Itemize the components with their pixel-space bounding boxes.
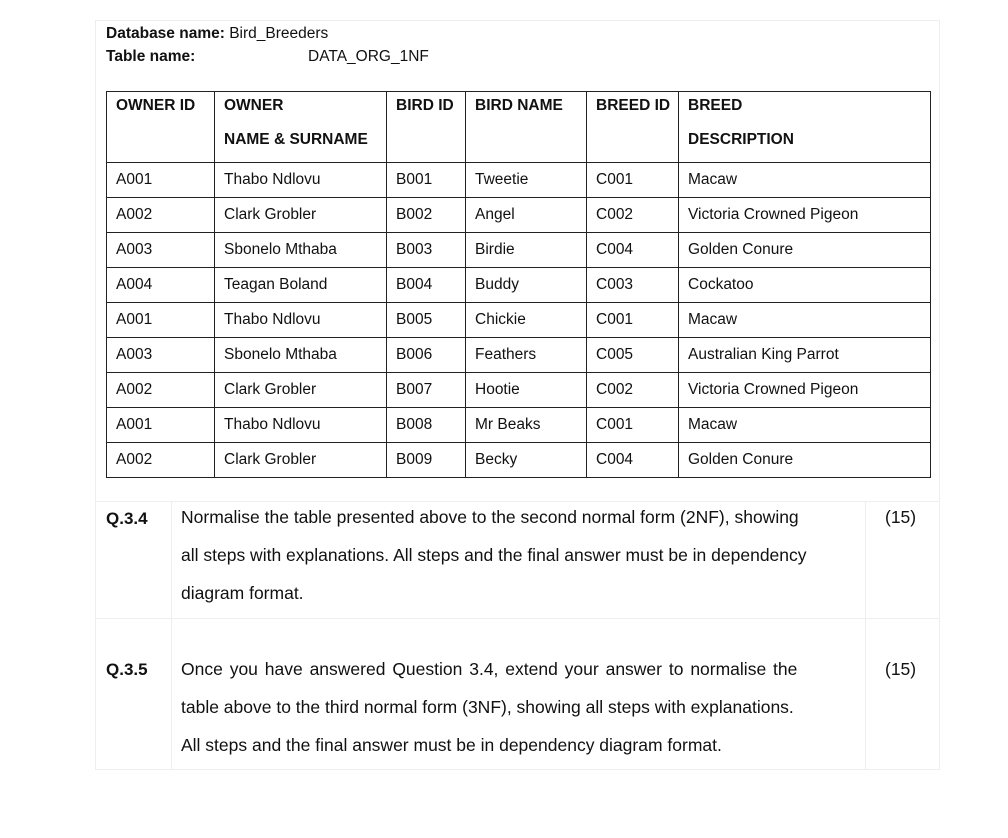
header-bird-name: BIRD NAME <box>466 92 587 163</box>
cell-bird-id: B006 <box>387 338 466 373</box>
cell-owner-name: Clark Grobler <box>215 443 387 478</box>
cell-bird-name: Buddy <box>466 268 587 303</box>
table-row <box>107 303 931 338</box>
question-line: table above to the third normal form (3NF), showing all steps with explanations. <box>181 697 794 717</box>
cell-bird-name: Chickie <box>466 303 587 338</box>
header-owner-id: OWNER ID <box>107 92 215 163</box>
cell-owner-id: A002 <box>107 198 215 233</box>
cell-bird-name: Mr Beaks <box>466 408 587 443</box>
cell-bird-id: B001 <box>387 163 466 198</box>
cell-breed-id: C002 <box>587 198 679 233</box>
cell-owner-name: Thabo Ndlovu <box>215 408 387 443</box>
table-row <box>107 408 931 443</box>
table-name-line <box>106 48 429 66</box>
cell-bird-name: Birdie <box>466 233 587 268</box>
cell-bird-name: Becky <box>466 443 587 478</box>
question-line: Once you have answered Question 3.4, extend your answer to normalise the <box>181 659 798 679</box>
cell-breed-description: Cockatoo <box>679 268 931 303</box>
cell-owner-id: A001 <box>107 408 215 443</box>
cell-breed-id: C002 <box>587 373 679 408</box>
cell-owner-name: Clark Grobler <box>215 373 387 408</box>
header-breed-id: BREED ID <box>587 92 679 163</box>
cell-breed-id: C003 <box>587 268 679 303</box>
cell-breed-description: Golden Conure <box>679 233 931 268</box>
question-line: diagram format. <box>181 583 304 603</box>
table-row <box>107 163 931 198</box>
question-line: All steps and the final answer must be in dependency diagram format. <box>181 735 722 755</box>
cell-bird-id: B004 <box>387 268 466 303</box>
cell-owner-id: A003 <box>107 338 215 373</box>
cell-bird-name: Feathers <box>466 338 587 373</box>
question-text <box>181 498 861 612</box>
table-row <box>107 233 931 268</box>
cell-bird-id: B007 <box>387 373 466 408</box>
cell-bird-name: Tweetie <box>466 163 587 198</box>
cell-bird-name: Hootie <box>466 373 587 408</box>
table-row <box>107 443 931 478</box>
cell-owner-name: Sbonelo Mthaba <box>215 338 387 373</box>
cell-breed-description: Golden Conure <box>679 443 931 478</box>
table-row <box>107 338 931 373</box>
bird-breeders-table <box>106 91 931 478</box>
cell-owner-name: Teagan Boland <box>215 268 387 303</box>
table-name-label: Table name: <box>106 48 196 65</box>
database-name-value: Bird_Breeders <box>229 25 329 42</box>
cell-owner-name: Clark Grobler <box>215 198 387 233</box>
cell-breed-description: Macaw <box>679 303 931 338</box>
table-row <box>107 268 931 303</box>
table-row <box>107 373 931 408</box>
cell-bird-id: B003 <box>387 233 466 268</box>
cell-bird-id: B002 <box>387 198 466 233</box>
cell-owner-name: Sbonelo Mthaba <box>215 233 387 268</box>
cell-breed-id: C005 <box>587 338 679 373</box>
cell-breed-id: C001 <box>587 408 679 443</box>
question-number: Q.3.4 <box>106 509 148 528</box>
cell-breed-id: C004 <box>587 443 679 478</box>
question-line: Normalise the table presented above to the second normal form (2NF), showing <box>181 507 799 527</box>
cell-breed-id: C004 <box>587 233 679 268</box>
header-bird-id: BIRD ID <box>387 92 466 163</box>
cell-breed-description: Australian King Parrot <box>679 338 931 373</box>
cell-owner-id: A004 <box>107 268 215 303</box>
question-text <box>181 650 861 764</box>
cell-owner-id: A002 <box>107 373 215 408</box>
cell-owner-name: Thabo Ndlovu <box>215 303 387 338</box>
cell-breed-id: C001 <box>587 303 679 338</box>
cell-bird-name: Angel <box>466 198 587 233</box>
cell-owner-name: Thabo Ndlovu <box>215 163 387 198</box>
cell-breed-description: Victoria Crowned Pigeon <box>679 198 931 233</box>
cell-owner-id: A001 <box>107 163 215 198</box>
header-breed-description: BREED DESCRIPTION <box>679 92 931 163</box>
cell-owner-id: A001 <box>107 303 215 338</box>
database-name-label: Database name: <box>106 25 225 42</box>
question-line: all steps with explanations. All steps and the final answer must be in dependency <box>181 545 807 565</box>
cell-breed-description: Macaw <box>679 163 931 198</box>
question-number: Q.3.5 <box>106 660 148 679</box>
cell-owner-id: A002 <box>107 443 215 478</box>
cell-breed-id: C001 <box>587 163 679 198</box>
table-header-row <box>107 92 931 163</box>
header-owner-name: OWNER NAME & SURNAME <box>215 92 387 163</box>
database-name-line <box>106 25 328 43</box>
cell-breed-description: Macaw <box>679 408 931 443</box>
cell-breed-description: Victoria Crowned Pigeon <box>679 373 931 408</box>
cell-owner-id: A003 <box>107 233 215 268</box>
table-name-value: DATA_ORG_1NF <box>308 48 429 65</box>
table-row <box>107 198 931 233</box>
question-marks: (15) <box>885 659 917 679</box>
question-marks: (15) <box>885 507 917 527</box>
cell-bird-id: B005 <box>387 303 466 338</box>
cell-bird-id: B008 <box>387 408 466 443</box>
cell-bird-id: B009 <box>387 443 466 478</box>
